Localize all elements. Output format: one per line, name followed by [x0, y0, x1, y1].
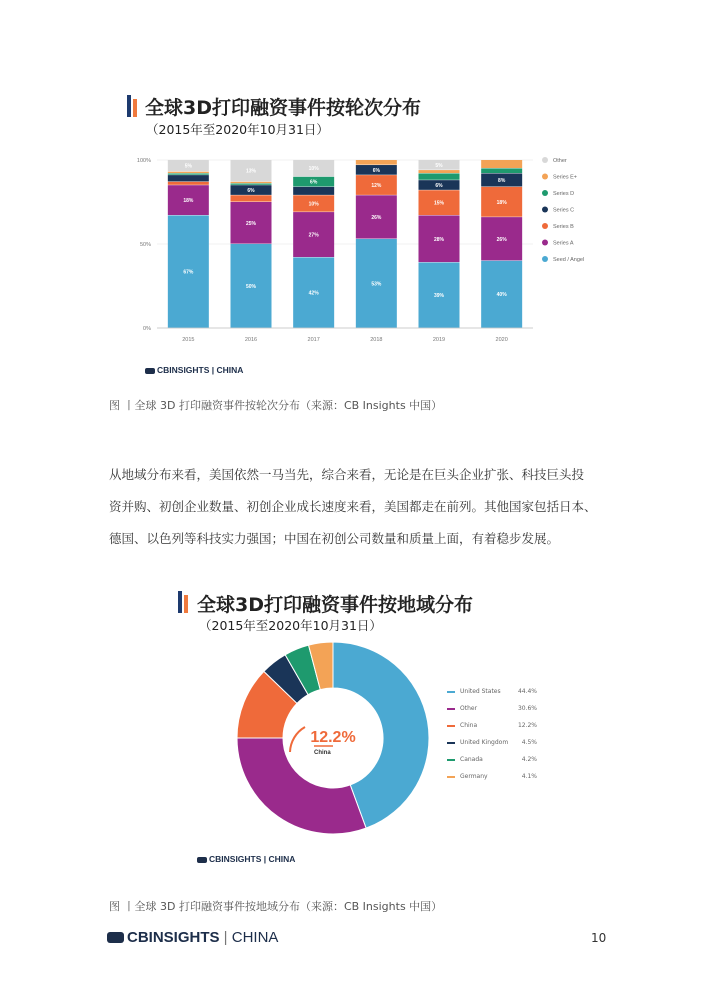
chart2-title: 全球3D打印融资事件按地域分布 — [197, 594, 473, 616]
chart2-subtitle: （2015年至2020年10月31日） — [199, 618, 382, 633]
legend-swatch — [542, 240, 548, 246]
donut-legend-item — [447, 773, 537, 780]
legend-label: United States — [460, 688, 501, 695]
donut-center-value: 12.2% — [310, 729, 356, 746]
bar-data-label: 15% — [433, 200, 445, 207]
legend-label: Series A — [553, 240, 574, 247]
y-tick-label: 50% — [139, 242, 151, 248]
title-bar-orange-2 — [184, 595, 188, 613]
paragraph-line-2: 资并购、初创企业数量、初创企业成长速度来看，美国都走在前列。其他国家包括日本、 — [109, 499, 597, 514]
bar-data-label: 8% — [498, 177, 506, 184]
legend-label: Series D — [553, 191, 575, 197]
donut-legend — [447, 688, 537, 788]
donut-slice — [237, 738, 366, 834]
bar-x-ticks — [182, 337, 508, 343]
legend-swatch — [542, 223, 548, 229]
donut-legend-item — [447, 756, 537, 763]
legend-value: 4.1% — [521, 773, 537, 780]
bar-segment — [419, 170, 460, 173]
legend-swatch — [447, 725, 455, 727]
bar-data-label: 13% — [245, 168, 257, 175]
legend-value: 12.2% — [517, 722, 537, 729]
bar-segment — [481, 160, 522, 168]
bar-data-label: 53% — [371, 281, 382, 288]
legend-value: 4.2% — [521, 756, 537, 763]
legend-swatch — [447, 708, 455, 710]
bar-segment — [168, 173, 209, 174]
bar-data-label: 50% — [245, 283, 257, 290]
chart2-caption: 图 丨全球 3D 打印融资事件按地域分布（来源：CB Insights 中国） — [109, 900, 443, 913]
legend-swatch — [447, 691, 455, 693]
legend-label: Other — [460, 705, 478, 712]
chart1-brand-logo: CBINSIGHTS | CHINA — [145, 365, 243, 375]
bar-data-label: 67% — [183, 269, 194, 276]
china-highlight-arc — [290, 727, 305, 752]
bar-segment — [293, 187, 334, 195]
legend-swatch — [542, 157, 548, 163]
bar-data-label: 28% — [433, 236, 445, 243]
brand-mark-icon — [107, 932, 124, 943]
legend-swatch — [542, 174, 548, 180]
bar-data-label: 25% — [245, 220, 257, 227]
y-tick-label: 100% — [136, 158, 151, 164]
legend-label: Canada — [460, 756, 483, 763]
legend-label: Series C — [553, 207, 575, 214]
bar-data-label: 12% — [371, 183, 382, 189]
chart1-title: 全球3D打印融资事件按轮次分布 — [145, 97, 421, 119]
bar-legend — [542, 157, 584, 263]
bar-y-ticks — [137, 158, 151, 332]
bar-data-label: 5% — [435, 162, 443, 169]
bar-data-label: 18% — [183, 198, 194, 205]
body-paragraph — [109, 459, 597, 555]
footer-brand-logo — [107, 929, 278, 946]
paragraph-line-3: 德国、以色列等科技实力强国；中国在初创公司数量和质量上面，有着稳步发展。 — [109, 531, 560, 546]
brand-mark-icon — [145, 368, 155, 374]
donut-legend-item — [447, 739, 537, 746]
bar-data-label: 26% — [496, 236, 507, 243]
bar-gridlines — [157, 160, 533, 328]
bar-segment — [356, 160, 397, 165]
legend-label: Germany — [460, 773, 488, 780]
chart1-subtitle: （2015年至2020年10月31日） — [146, 122, 329, 137]
bar-data-label: 6% — [247, 188, 255, 195]
bar-data-label: 10% — [308, 201, 319, 208]
legend-label: Series B — [553, 224, 574, 230]
bar-data-label: 6% — [435, 183, 443, 189]
x-tick-label: 2016 — [244, 337, 258, 343]
legend-label: Seed / Angel — [553, 257, 585, 263]
x-tick-label: 2015 — [182, 337, 195, 343]
stacked-bar-chart — [125, 150, 595, 355]
legend-label: Other — [553, 158, 567, 164]
bar-data-label: 27% — [308, 232, 319, 239]
bar-segment — [419, 173, 460, 179]
chart1-caption: 图 丨全球 3D 打印融资事件按轮次分布（来源：CB Insights 中国） — [109, 399, 443, 412]
x-tick-label: 2020 — [495, 337, 508, 343]
chart2-brand-logo: CBINSIGHTS | CHINA — [197, 854, 295, 864]
donut-legend-item — [447, 705, 537, 712]
bar-segment — [168, 175, 209, 181]
title-bar-blue — [127, 95, 131, 117]
x-tick-label: 2019 — [432, 337, 446, 343]
title-bar-blue-2 — [178, 591, 182, 613]
paragraph-line-1: 从地域分布来看，美国依然一马当先，综合来看，无论是在巨头企业扩张、科技巨头投 — [109, 467, 585, 482]
bar-data-label: 39% — [433, 293, 445, 300]
bar-data-label: 6% — [372, 167, 380, 174]
y-tick-label: 0% — [143, 326, 151, 332]
bar-segment — [231, 182, 272, 183]
footer-brand-china: CHINA — [231, 929, 279, 946]
legend-swatch — [447, 742, 455, 744]
x-tick-label: 2018 — [370, 337, 383, 343]
bar-data-label: 42% — [308, 290, 319, 297]
page-number: 10 — [591, 931, 607, 945]
legend-swatch — [542, 190, 548, 196]
bar-data-label: 10% — [308, 166, 319, 173]
bar-data-label: 6% — [310, 179, 318, 186]
footer-brand-bold: CBINSIGHTS — [127, 929, 220, 946]
title-bar-orange — [133, 99, 137, 117]
bar-segment — [231, 184, 272, 185]
legend-label: United Kingdom — [460, 739, 509, 746]
legend-value: 4.5% — [521, 739, 537, 746]
legend-swatch — [542, 207, 548, 213]
bar-data-label: 40% — [496, 292, 507, 299]
legend-swatch — [447, 776, 455, 778]
bar-segment — [231, 195, 272, 201]
legend-label: China — [460, 722, 478, 729]
donut-center-label: China — [314, 750, 331, 756]
donut-legend-item — [447, 688, 537, 695]
bar-data-label: 26% — [371, 214, 382, 221]
footer-brand-sep: | — [219, 929, 232, 946]
bar-data-label: 18% — [496, 199, 507, 206]
legend-value: 30.6% — [517, 705, 537, 712]
donut-legend-item — [447, 722, 537, 729]
legend-value: 44.4% — [517, 688, 537, 695]
legend-swatch — [447, 759, 455, 761]
donut-chart — [230, 640, 440, 840]
bar-segment — [481, 168, 522, 173]
legend-swatch — [542, 256, 548, 262]
brand-mark-icon — [197, 857, 207, 863]
x-tick-label: 2017 — [307, 337, 320, 343]
legend-label: Series E+ — [553, 174, 577, 181]
bar-segment — [168, 172, 209, 173]
bar-data-label: 5% — [184, 163, 192, 170]
bar-segment — [168, 182, 209, 185]
